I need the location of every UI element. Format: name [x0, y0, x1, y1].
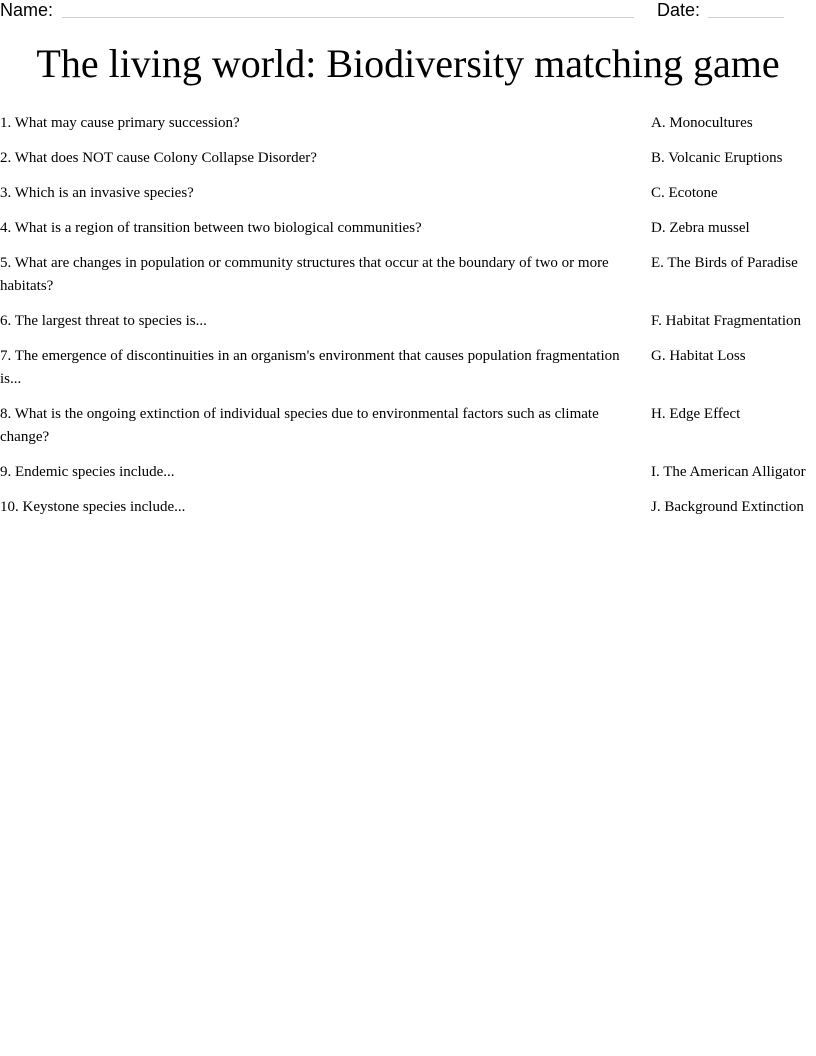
question-text: 7. The emergence of discontinuities in an organism's environment that causes population fragmentation is...: [0, 348, 620, 387]
question-text: 3. Which is an invasive species?: [0, 185, 194, 201]
answer-option: C. Ecotone: [651, 185, 718, 201]
date-input-line[interactable]: [708, 17, 784, 18]
list-item: [0, 147, 816, 170]
answer-option: G. Habitat Loss: [651, 348, 746, 364]
answer-option: B. Volcanic Eruptions: [651, 150, 783, 166]
list-item: [0, 112, 816, 135]
list-item: [0, 345, 816, 391]
list-item: [0, 461, 816, 484]
list-item: [0, 403, 816, 449]
list-item: [0, 496, 816, 519]
question-text: 9. Endemic species include...: [0, 464, 175, 480]
list-item: [0, 252, 816, 298]
date-label: Date:: [657, 0, 701, 20]
page-title: The living world: Biodiversity matching game: [36, 41, 780, 86]
question-text: 1. What may cause primary succession?: [0, 115, 240, 131]
question-text: 5. What are changes in population or community structures that occur at the boundary of two or more habitats?: [0, 255, 609, 294]
question-text: 4. What is a region of transition between two biological communities?: [0, 220, 422, 236]
question-text: 2. What does NOT cause Colony Collapse Disorder?: [0, 150, 317, 166]
answer-option: H. Edge Effect: [651, 406, 741, 422]
question-text: 8. What is the ongoing extinction of individual species due to environmental factors such as climate change?: [0, 406, 599, 445]
question-text: 10. Keystone species include...: [0, 499, 186, 515]
answer-option: F. Habitat Fragmentation: [651, 313, 802, 329]
header-row: [0, 0, 816, 22]
question-text: 6. The largest threat to species is...: [0, 313, 207, 329]
answer-option: D. Zebra mussel: [651, 220, 750, 236]
answer-option: A. Monocultures: [651, 115, 753, 131]
answer-option: E. The Birds of Paradise: [651, 255, 798, 271]
name-label: Name:: [0, 0, 54, 20]
name-input-line[interactable]: [62, 17, 634, 18]
answer-option: I. The American Alligator: [651, 464, 806, 480]
matching-list: [0, 112, 816, 531]
list-item: [0, 217, 816, 240]
list-item: [0, 310, 816, 333]
list-item: [0, 182, 816, 205]
answer-option: J. Background Extinction: [651, 499, 804, 515]
